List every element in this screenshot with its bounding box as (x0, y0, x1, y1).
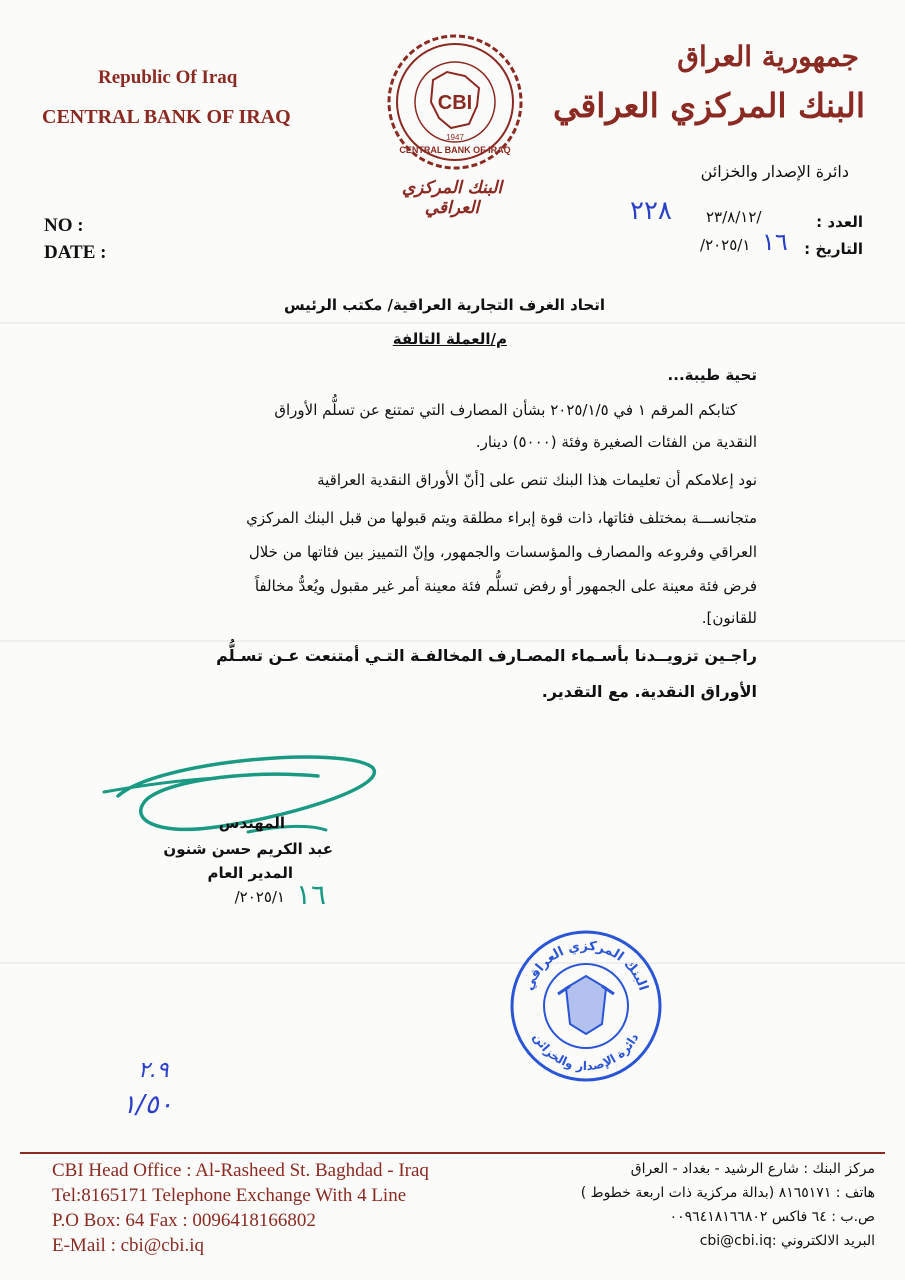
margin-note-line2: ١/٥٠ (122, 1090, 173, 1120)
logo-year: 1947 (446, 133, 464, 142)
stamp-bottom-text: دائرة الإصدار والخزائن (530, 1030, 642, 1074)
greeting: تحية طيبة... (667, 366, 757, 384)
stamp-eagle-icon (508, 928, 664, 1084)
svg-text:دائرة الإصدار والخزائن (530, 1031, 641, 1073)
footer-pobox-en: P.O Box: 64 Fax : 0096418166802 (52, 1210, 316, 1231)
recipient: اتحاد الغرف التجارية العراقية/ مكتب الرئيس (283, 296, 605, 314)
paragraph1-line: النقدية من الفئات الصغيرة وفئة (٥٠٠٠) دينار. (475, 433, 757, 451)
no-value-printed: /٢٣/٨/١٢ (706, 208, 762, 226)
bank-title-ar: البنك المركزي العراقي (553, 86, 865, 125)
closing-line: راجـين تزويــدنا بأسـماء المصـارف المخالفـة التـي أمتنعت عـن تسـلُّم (216, 646, 757, 665)
no-label-ar: العدد : (816, 213, 863, 231)
stamp-top-text: البنك المركزي العراقي (521, 938, 651, 993)
paragraph2-line: متجانســـة بمختلف فئاتها، ذات قوة إبراء مطلقة ويتم قبولها من قبل البنك المركزي (246, 509, 757, 527)
footer-email-ar: البريد الالكتروني :cbi@cbi.iq (699, 1233, 875, 1249)
date-label-ar: التاريخ : (804, 240, 863, 258)
no-value-handwritten: ٢٢٨ (630, 196, 672, 226)
closing-line: الأوراق النقدية. مع التقدير. (541, 682, 757, 701)
margin-note-line1: ٢.٩ (138, 1058, 169, 1083)
footer-address-ar: مركز البنك : شارع الرشيد - بغداد - العراق (630, 1161, 875, 1177)
republic-title-en: Republic Of Iraq (98, 67, 238, 88)
paragraph1-line: كتابكم المرقم ١ في ٢٠٢٥/١/٥ بشأن المصارف التي تمتنع عن تسلُّم الأوراق (274, 401, 737, 419)
footer-phone-ar: هاتف : ٨١٦٥١٧١ (بدالة مركزية ذات اربعة خطوط ) (580, 1185, 875, 1201)
date-value-handwritten: ١٦ (762, 228, 788, 256)
date-label-en: DATE : (44, 242, 107, 263)
cbi-logo (385, 32, 525, 172)
subject: م/العملة التالفة (392, 330, 507, 348)
official-stamp (508, 928, 664, 1084)
bank-title-en: CENTRAL BANK OF IRAQ (42, 106, 291, 128)
signatory-position: المدير العام (207, 864, 293, 882)
signature-date-handwritten: ١٦ (296, 878, 327, 911)
signatory-name: عبد الكريم حسن شنون (163, 840, 333, 858)
footer-divider (20, 1152, 885, 1154)
paragraph2-line: نود إعلامكم أن تعليمات هذا البنك تنص على [أنّ الأوراق النقدية العراقية (317, 471, 757, 489)
logo-ring-text: CENTRAL BANK OF IRAQ (399, 145, 511, 155)
paragraph2-line: فرض فئة معينة على الجمهور أو رفض تسلُّم فئة معينة أمر غير مقبول ويُعدُّ مخالفاً (254, 577, 757, 595)
footer-address-en: CBI Head Office : Al-Rasheed St. Baghdad - Iraq (52, 1160, 429, 1181)
footer-phone-en: Tel:8165171 Telephone Exchange With 4 Line (52, 1185, 407, 1206)
republic-title-ar: جمهورية العراق (677, 40, 859, 73)
paragraph2-line: للقانون]. (701, 609, 757, 627)
logo-script-ar: البنك المركزي العراقي (401, 178, 503, 218)
signature-date-printed: ٢٠٢٥/١/ (234, 888, 285, 906)
cbi-logo-icon (385, 32, 525, 172)
handwritten-signature (98, 740, 388, 850)
footer-pobox-ar: ص.ب : ٦٤ فاكس ٠٠٩٦٤١٨١٦٦٨٠٢ (669, 1209, 875, 1225)
signatory-title: المهندس (218, 814, 285, 832)
footer-email-en: E-Mail : cbi@cbi.iq (52, 1235, 205, 1256)
logo-center-text: CBI (437, 92, 473, 114)
department-ar: دائرة الإصدار والخزائن (700, 162, 849, 181)
paragraph2-line: العراقي وفروعه والمصارف والمؤسسات والجمهور، وإنّ التمييز بين فئاتها من خلال (248, 543, 757, 561)
date-value-printed: ٢٠٢٥/١/ (700, 236, 751, 254)
no-label-en: NO : (44, 215, 84, 236)
